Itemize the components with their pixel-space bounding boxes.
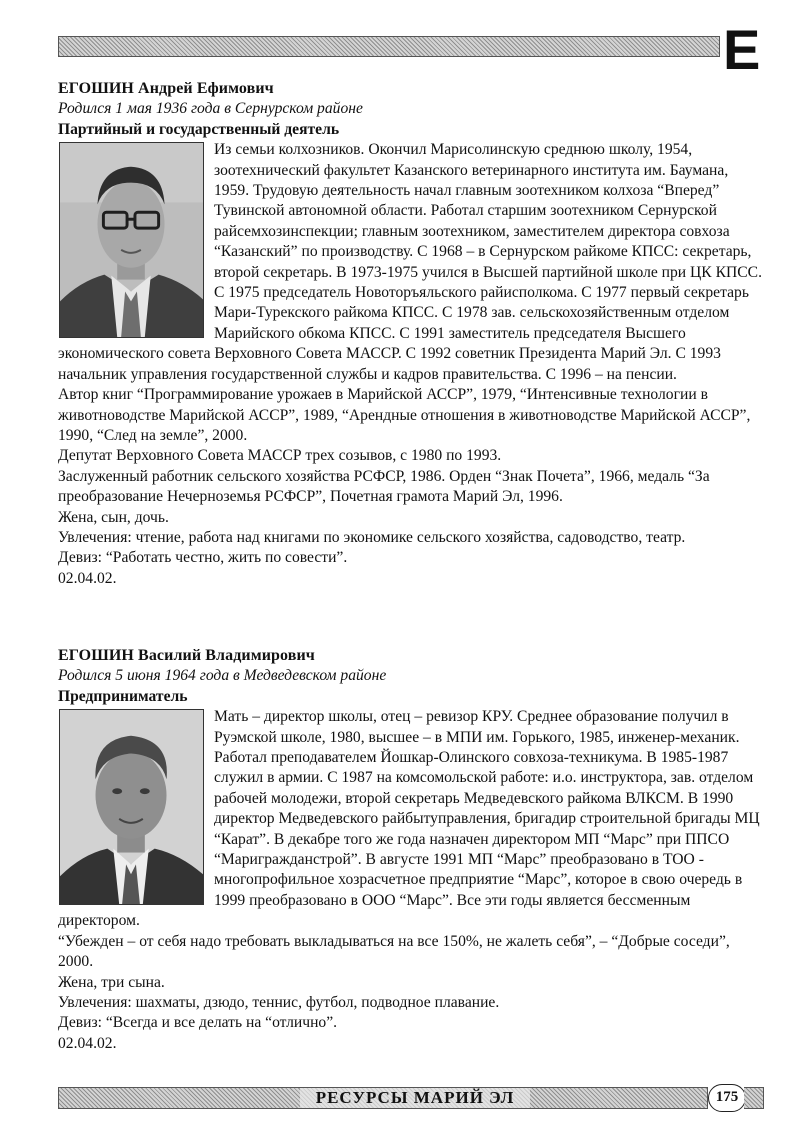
biography bbox=[58, 140, 763, 589]
bio-paragraph: Жена, три сына. bbox=[58, 973, 165, 991]
bio-paragraph: Автор книг “Программирование урожаев в Марийской АССР”, 1979, “Интенсивные технологии в животноводстве Марийской АССР”, 1989, “Арендные отношения в животноводстве Марийской АССР”, 1990, “След на земле”, 2000. bbox=[58, 386, 751, 444]
bio-paragraph: Увлечения: шахматы, дзюдо, теннис, футбол, подводное плавание. bbox=[58, 993, 500, 1011]
person-name: ЕГОШИН Василий Владимирович bbox=[58, 647, 315, 664]
bio-paragraph: Жена, сын, дочь. bbox=[58, 508, 169, 526]
person-role: Партийный и государственный деятель bbox=[58, 120, 340, 138]
article-egoshin-vasiliy bbox=[58, 646, 763, 1054]
person-name: ЕГОШИН Андрей Ефимович bbox=[58, 80, 274, 97]
portrait-photo bbox=[59, 142, 204, 338]
bio-paragraph: Заслуженный работник сельского хозяйства РСФСР, 1986. Орден “Знак Почета”, 1966, медаль “За преобразование Нечерноземья РСФСР”, Почетная грамота Марий Эл, 1996. bbox=[58, 467, 710, 506]
article-egoshin-andrey bbox=[58, 79, 763, 589]
bio-paragraph: Увлечения: чтение, работа над книгами по экономике сельского хозяйства, садоводство, театр. bbox=[58, 528, 686, 546]
biography bbox=[58, 707, 763, 1054]
birth-info: Родился 1 мая 1936 года в Сернурском районе bbox=[58, 100, 363, 118]
footer-band-end bbox=[744, 1087, 764, 1109]
bio-paragraph: Депутат Верховного Совета МАССР трех созывов, с 1980 по 1993. bbox=[58, 447, 502, 465]
bio-paragraph: 02.04.02. bbox=[58, 1034, 117, 1052]
bio-paragraph: “Убежден – от себя надо требовать выкладываться на все 150%, не жалеть себя”, – “Добрые соседи”, 2000. bbox=[58, 932, 730, 971]
section-letter: Е bbox=[723, 18, 761, 81]
birth-info: Родился 5 июня 1964 года в Медведевском районе bbox=[58, 667, 387, 685]
bio-paragraph: 02.04.02. bbox=[58, 569, 117, 587]
bio-paragraph: Девиз: “Работать честно, жить по совести”. bbox=[58, 549, 348, 567]
page-number: 175 bbox=[708, 1084, 746, 1112]
header-band bbox=[58, 36, 720, 57]
footer-title: РЕСУРСЫ МАРИЙ ЭЛ bbox=[300, 1088, 530, 1108]
portrait-photo bbox=[59, 709, 204, 905]
bio-paragraph: Из семьи колхозников. Окончил Марисолинскую среднюю школу, 1954, зоотехнический факультет Казанского ветеринарного института им. Баумана, 1959. Трудовую деятельность начал главным зоотехником колхоза “Вперед” Тувинской автономной области. Работал старшим зоотехником Сернурской райсемхозинспекции; главным зоотехником, заместителем директора совхоза “Казанский” по производству. С 1968 – в Сернурском райкоме КПСС: секретарь, второй секретарь. В 1973-1975 учился в Высшей партийной школе при ЦК КПСС. С 1975 председатель Новоторъяльского райисполкома. С 1977 первый секретарь Мари-Турекского райкома КПСС. С 1978 зав. сельскохозяйственным отделом Марийского обкома КПСС. С 1991 заместитель председателя Высшего экономического совета Верховного Совета МАССР. С 1992 советник Президента Марий Эл. С 1993 начальник управления государственной службы и кадров правительства. С 1996 – на пенсии. bbox=[58, 141, 762, 383]
portrait-man-suit bbox=[60, 710, 203, 904]
person-role: Предприниматель bbox=[58, 687, 188, 705]
bio-paragraph: Мать – директор школы, отец – ревизор КРУ. Среднее образование получил в Руэмской школе, 1980, высшее – в МПИ им. Горького, 1985, инженер-механик. Работал преподавателем Йошкар-Олинского совхоза-техникума. В 1985-1987 служил в армии. С 1987 на комсомольской работе: и.о. инструктора, зав. отделом рабочей молодежи, второй секретарь Медведевского райкома ВЛКСМ. В 1990 директор Медведевского райбытуправления, бригадир строительной бригады МЦ “Карат”. В декабре того же года назначен директором МП “Марс” при ППСО “Маригражданстрой”. В августе 1991 МП “Марс” преобразовано в ТОО - многопрофильное хозрасчетное предприятие “Марс”, которое в свою очередь в 1999 преобразовано в ООО “Марс”. Все эти годы является бессменным директором. bbox=[58, 708, 760, 930]
portrait-man-glasses bbox=[60, 143, 203, 337]
bio-paragraph: Девиз: “Всегда и все делать на “отлично”. bbox=[58, 1014, 338, 1032]
